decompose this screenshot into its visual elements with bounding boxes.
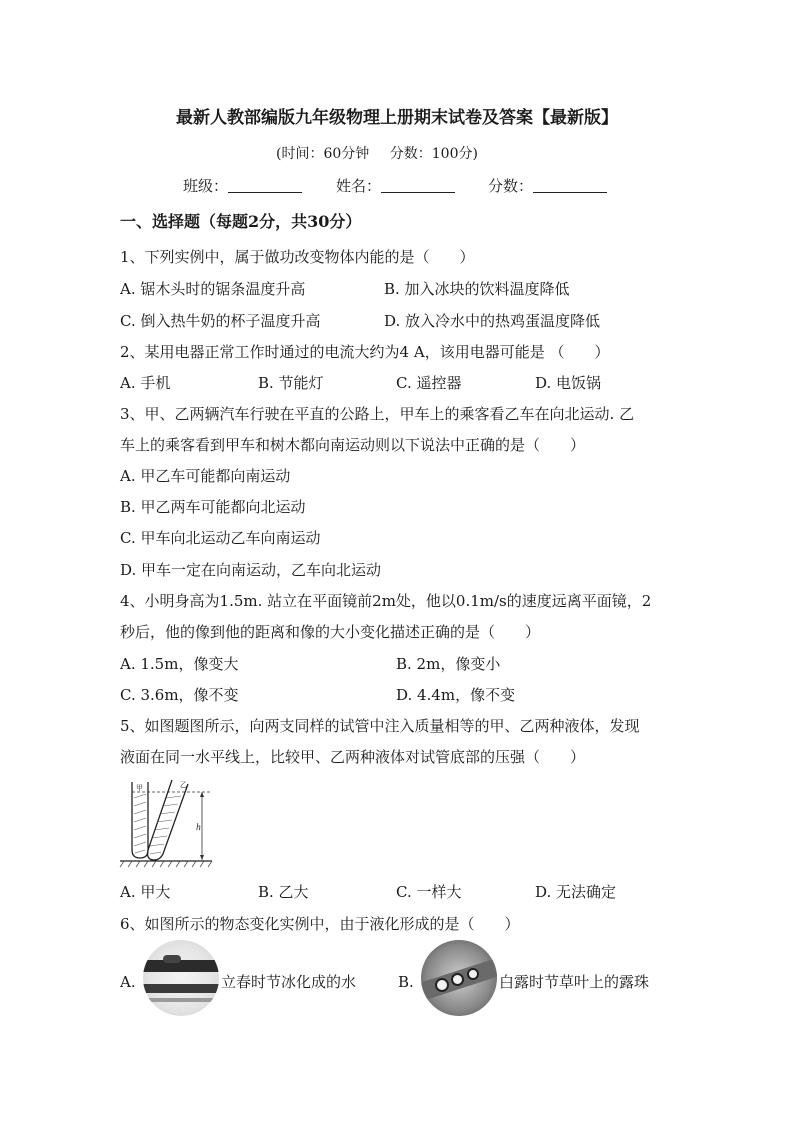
q5-option-d: D. 无法确定 bbox=[535, 883, 617, 901]
section-title: 一、选择题（每题2分，共30分） bbox=[120, 212, 362, 231]
exam-time: (时间：60分钟 bbox=[276, 146, 370, 162]
label-h: h bbox=[196, 823, 202, 832]
q5-stem-line1: 5、如图题图所示，向两支同样的试管中注入质量相等的甲、乙两种液体，发现 bbox=[120, 717, 640, 735]
q3-option-b: B. 甲乙两车可能都向北运动 bbox=[120, 498, 306, 516]
q3-option-d: D. 甲车一定在向南运动，乙车向北运动 bbox=[120, 561, 382, 579]
q5-option-b: B. 乙大 bbox=[258, 883, 309, 901]
q6-option-a-text: 立春时节冰化成的水 bbox=[221, 973, 357, 991]
exam-meta bbox=[0, 144, 754, 164]
q2-stem: 2、某用电器正常工作时通过的电流大约为4 A，该用电器可能是 （ ） bbox=[120, 343, 610, 361]
name-blank bbox=[381, 178, 455, 193]
test-tubes-figure bbox=[118, 778, 214, 868]
class-blank bbox=[228, 178, 302, 193]
q3-stem-line1: 3、甲、乙两辆汽车行驶在平直的公路上，甲车上的乘客看乙车在向北运动. 乙 bbox=[120, 405, 635, 423]
q6-option-a-label: A. bbox=[120, 973, 136, 991]
q5-option-a: A. 甲大 bbox=[120, 883, 171, 901]
q1-option-a: A. 锯木头时的锯条温度升高 bbox=[120, 280, 306, 298]
q3-option-a: A. 甲乙车可能都向南运动 bbox=[120, 467, 291, 485]
label-yi: 乙 bbox=[180, 781, 187, 789]
ground-hatch bbox=[120, 861, 212, 867]
q4-stem-line2: 秒后，他的像到他的距离和像的大小变化描述正确的是（ ） bbox=[120, 623, 541, 641]
q5-option-c: C. 一样大 bbox=[396, 883, 462, 901]
q1-option-d: D. 放入冷水中的热鸡蛋温度降低 bbox=[384, 312, 601, 330]
tube-jia-liquid bbox=[134, 794, 146, 853]
q4-option-a: A. 1.5m，像变大 bbox=[120, 655, 239, 673]
q2-option-b: B. 节能灯 bbox=[258, 374, 324, 392]
q3-stem-line2: 车上的乘客看到甲车和树木都向南运动则以下说法中正确的是（ ） bbox=[120, 436, 586, 454]
exam-total-score: 分数：100分) bbox=[389, 146, 478, 162]
q2-option-a: A. 手机 bbox=[120, 374, 171, 392]
q2-option-c: C. 遥控器 bbox=[396, 374, 462, 392]
q1-option-c: C. 倒入热牛奶的杯子温度升高 bbox=[120, 312, 321, 330]
q6-option-b-text: 白露时节草叶上的露珠 bbox=[499, 973, 650, 991]
q2-option-d: D. 电饭锅 bbox=[535, 374, 602, 392]
q3-option-c: C. 甲车向北运动乙车向南运动 bbox=[120, 529, 321, 547]
score-field bbox=[488, 176, 607, 196]
page-title: 最新人教部编版九年级物理上册期末试卷及答案【最新版】 bbox=[176, 108, 618, 128]
q4-option-d: D. 4.4m，像不变 bbox=[396, 686, 516, 704]
name-field bbox=[336, 176, 455, 196]
label-jia: 甲 bbox=[136, 784, 143, 792]
score-blank bbox=[533, 178, 607, 193]
q1-option-b: B. 加入冰块的饮料温度降低 bbox=[384, 280, 570, 298]
q4-option-c: C. 3.6m，像不变 bbox=[120, 686, 239, 704]
melting-ice-photo bbox=[143, 940, 219, 1016]
q1-stem: 1、下列实例中，属于做功改变物体内能的是（ ） bbox=[120, 248, 475, 266]
q6-stem: 6、如图所示的物态变化实例中，由于液化形成的是（ ） bbox=[120, 915, 520, 933]
score-label: 分数： bbox=[488, 177, 534, 195]
q4-option-b: B. 2m，像变小 bbox=[396, 655, 501, 673]
q4-stem-line1: 4、小明身高为1.5m. 站立在平面镜前2m处，他以0.1m/s的速度远离平面镜，2 bbox=[120, 592, 652, 610]
q5-stem-line2: 液面在同一水平线上，比较甲、乙两种液体对试管底部的压强（ ） bbox=[120, 748, 586, 766]
class-field bbox=[183, 176, 302, 196]
dew-on-grass-photo bbox=[421, 940, 497, 1016]
name-label: 姓名： bbox=[336, 177, 382, 195]
class-label: 班级： bbox=[183, 177, 229, 195]
q6-option-b-label: B. bbox=[398, 973, 414, 991]
